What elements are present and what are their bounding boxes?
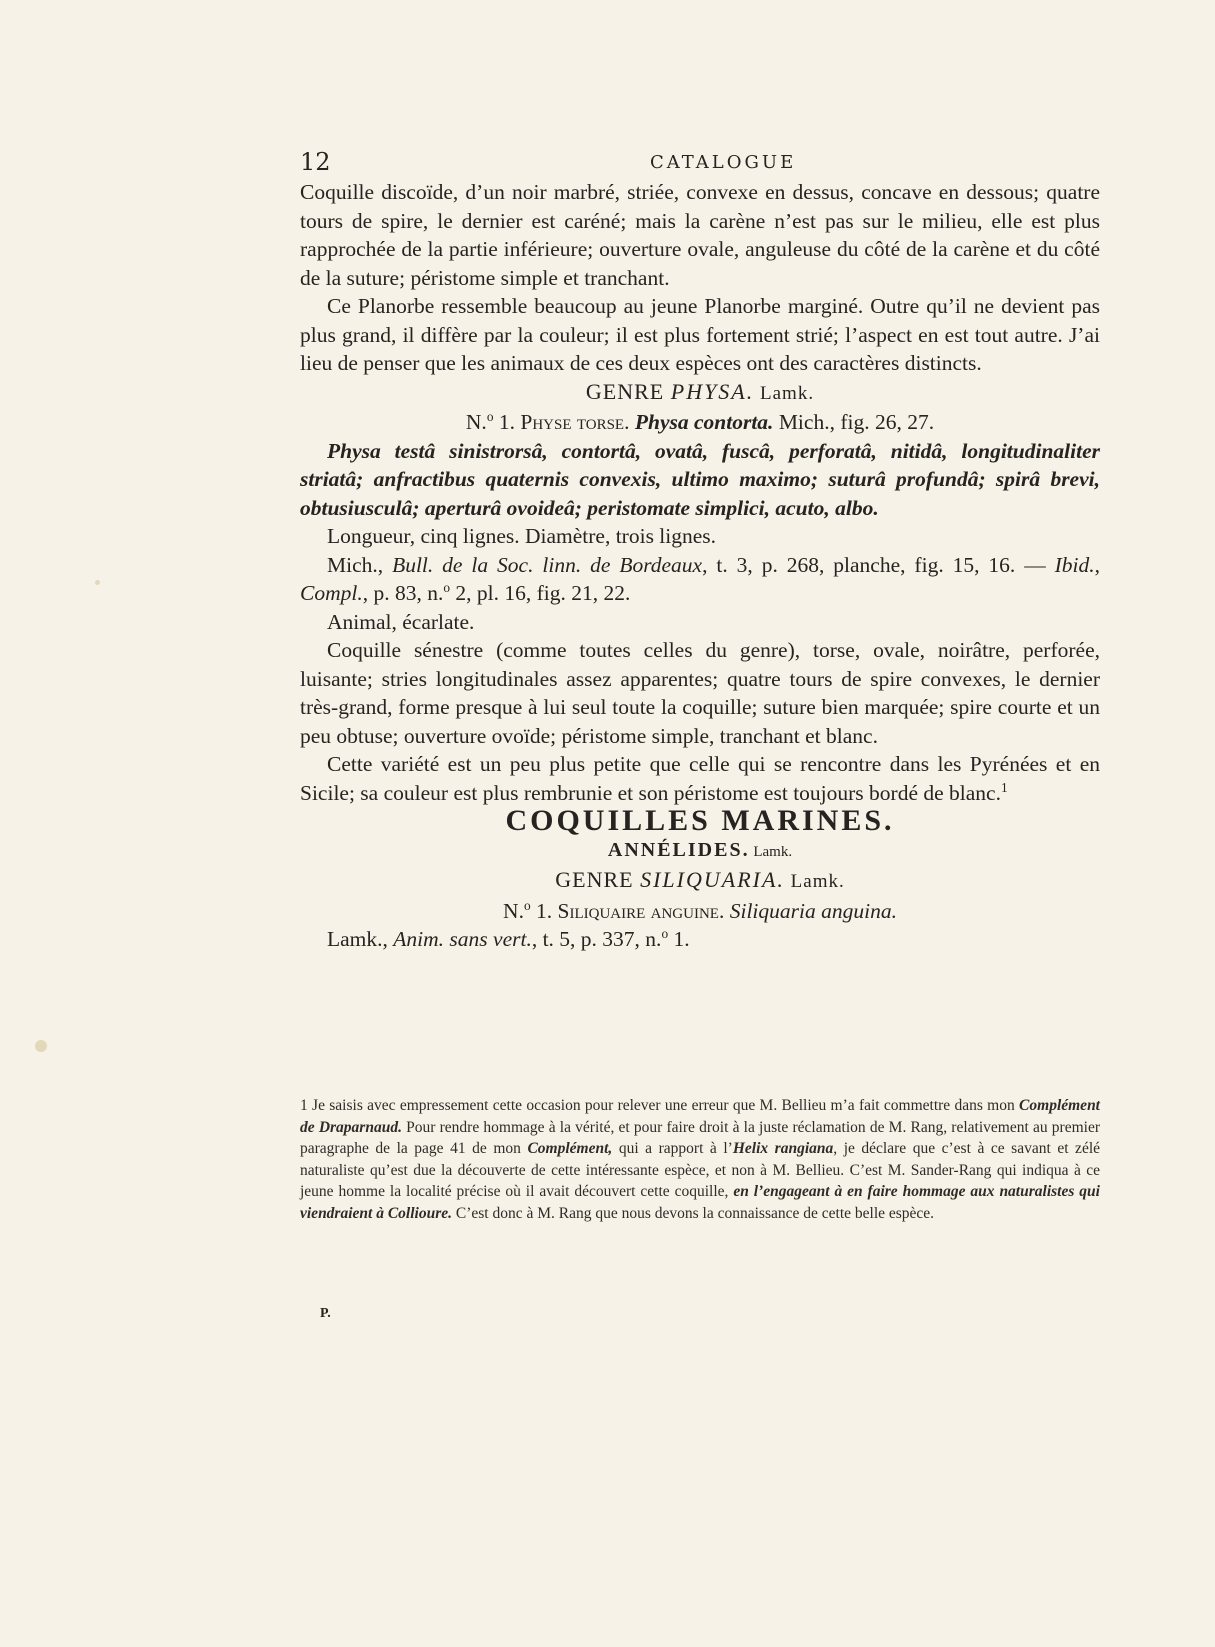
superscript: o — [523, 897, 531, 913]
footnote-text — [300, 1095, 1100, 1224]
text-run: Lamk. — [749, 843, 793, 860]
paragraph — [300, 636, 1100, 750]
text-run: ANNÉLIDES. — [607, 838, 750, 861]
text-run: Compl. — [300, 581, 363, 605]
superscript: o — [486, 408, 494, 424]
paper-stain — [35, 1040, 47, 1052]
text-run: Lamk., — [327, 927, 394, 951]
paragraph — [300, 178, 1100, 292]
paragraph — [300, 292, 1100, 378]
text-run: N. — [465, 410, 487, 434]
section-heading — [300, 804, 1100, 837]
text-run: Physe torse. — [520, 410, 630, 434]
text-run: Pour rendre hommage à la vérité, et pour faire droit à la juste réclamation de M. Rang, relativement au premier paragraphe de la page 41 de mon — [300, 1118, 1100, 1157]
text-run: 1 Je saisis avec empressement cette occasion pour relever une erreur que M. Bellieu m’a fait commettre dans mon — [300, 1097, 1020, 1114]
text-run: en l’engageant à en faire hommage aux naturalistes qui viendraient à Collioure. — [300, 1183, 1100, 1222]
running-header — [300, 148, 1100, 178]
text-run: Ce Planorbe ressemble beaucoup au jeune Planorbe marginé. Outre qu’il ne devient pas plus grand, il diffère par la couleur; il est plus fortement strié; l’aspect en est tout autre. J’ai lieu de penser que les animaux de ces deux espèces ont des caractères distincts. — [300, 294, 1100, 375]
paragraph — [300, 551, 1100, 608]
text-run: , je déclare que c’est à ce savant et zélé naturaliste qu’est due la découverte de cette intéressante espèce, et non à M. Bellieu. C’est M. Sander-Rang qui indiqua à ce jeune homme la localité précise où il avait découvert cette coquille, — [300, 1140, 1101, 1200]
text-run: Physa testâ sinistrorsâ, contortâ, ovatâ, fuscâ, perforatâ, nitidâ, longitudinaliter striatâ; anfractibus quaternis convexis, ultimo maximo; suturâ profundâ; spirâ brevi, obtusiusculâ; aperturâ ovoideâ; peristomate simplici, acuto, albo. — [300, 438, 1100, 520]
subsection-heading — [300, 836, 1100, 867]
text-run: Siliquaria anguina. — [729, 898, 897, 923]
text-run: qui a rapport à l’ — [612, 1140, 733, 1157]
text-run: N. — [503, 898, 524, 923]
text-run: Mich., — [327, 552, 393, 577]
superscript: o — [661, 925, 669, 941]
text-run: Lamk. — [754, 382, 815, 404]
text-run: Siliquaire anguine. — [557, 898, 725, 923]
text-run: C’est donc à M. Rang que nous devons la connaissance de cette belle espèce. — [452, 1204, 935, 1222]
text-run: 1. — [493, 410, 521, 434]
genus-heading — [300, 866, 1100, 897]
main-text — [300, 178, 1100, 954]
page-number: 12 — [300, 148, 331, 176]
text-run: COQUILLES MARINES. — [505, 804, 895, 837]
text-run: Complément, — [527, 1140, 613, 1157]
species-heading — [300, 408, 1100, 437]
superscript: 1 — [1000, 779, 1008, 795]
text-run: Anim. sans vert. — [393, 927, 532, 951]
superscript: o — [443, 579, 451, 595]
text-run: 1. — [668, 927, 690, 951]
footnote — [300, 1095, 1100, 1224]
text-run: , t. 3, p. 268, planche, fig. 15, 16. — — [702, 552, 1055, 577]
text-run: PHYSA. — [670, 378, 755, 404]
paragraph — [300, 522, 1100, 551]
paragraph — [300, 608, 1100, 637]
printer-signature: P. — [320, 1306, 331, 1321]
text-run: Animal, écarlate. — [327, 609, 475, 634]
text-run: 2, pl. 16, fig. 21, 22. — [450, 581, 631, 605]
text-run: GENRE — [585, 378, 671, 404]
text-run: Ibid. — [1054, 552, 1095, 577]
running-title: CATALOGUE — [650, 152, 797, 173]
text-run: , — [1094, 552, 1100, 577]
text-run: Coquille discoïde, d’un noir marbré, striée, convexe en dessus, concave en dessous; quatre tours de spire, le dernier est caréné; mais la carène n’est pas sur le milieu, elle est plus rapprochée de la partie inférieure; ouverture ovale, anguleuse du côté de la carène et du côté de la suture; péristome simple et tranchant. — [300, 180, 1100, 290]
text-run: Coquille sénestre (comme toutes celles du genre), torse, ovale, noirâtre, perforée, luisante; stries longitudinales assez apparentes; quatre tours de spire convexes, le dernier très-grand, forme presque à lui seul toute la coquille; suture bien marquée; spire courte et un peu obtuse; ouverture ovoïde; péristome simple, tranchant et blanc. — [300, 638, 1100, 748]
text-run: GENRE — [555, 867, 641, 892]
text-run: Lamk. — [784, 871, 845, 892]
text-run: 1. — [530, 898, 558, 923]
text-run: Physa contorta. — [634, 410, 774, 434]
text-run: Complément de Draparnaud. — [300, 1097, 1100, 1136]
text-run: , t. 5, p. 337, n. — [531, 927, 662, 951]
text-run: , p. 83, n. — [362, 581, 444, 605]
paragraph — [300, 437, 1100, 523]
text-run: Longueur, cinq lignes. Diamètre, trois lignes. — [327, 524, 717, 548]
text-run: Bull. de la Soc. linn. de Bordeaux — [392, 552, 703, 577]
paper-speck — [95, 580, 100, 585]
paragraph — [300, 925, 1100, 954]
text-run: SILIQUARIA. — [640, 867, 785, 892]
text-run: Mich., fig. 26, 27. — [773, 410, 935, 434]
paragraph — [300, 750, 1100, 807]
genus-heading — [300, 378, 1100, 409]
species-heading — [300, 897, 1100, 926]
text-run: Helix rangiana — [732, 1140, 834, 1157]
text-run: Cette variété est un peu plus petite que celle qui se rencontre dans les Pyrénées et en Sicile; sa couleur est plus rembrunie et son péristome est toujours bordé de blanc. — [300, 752, 1100, 805]
